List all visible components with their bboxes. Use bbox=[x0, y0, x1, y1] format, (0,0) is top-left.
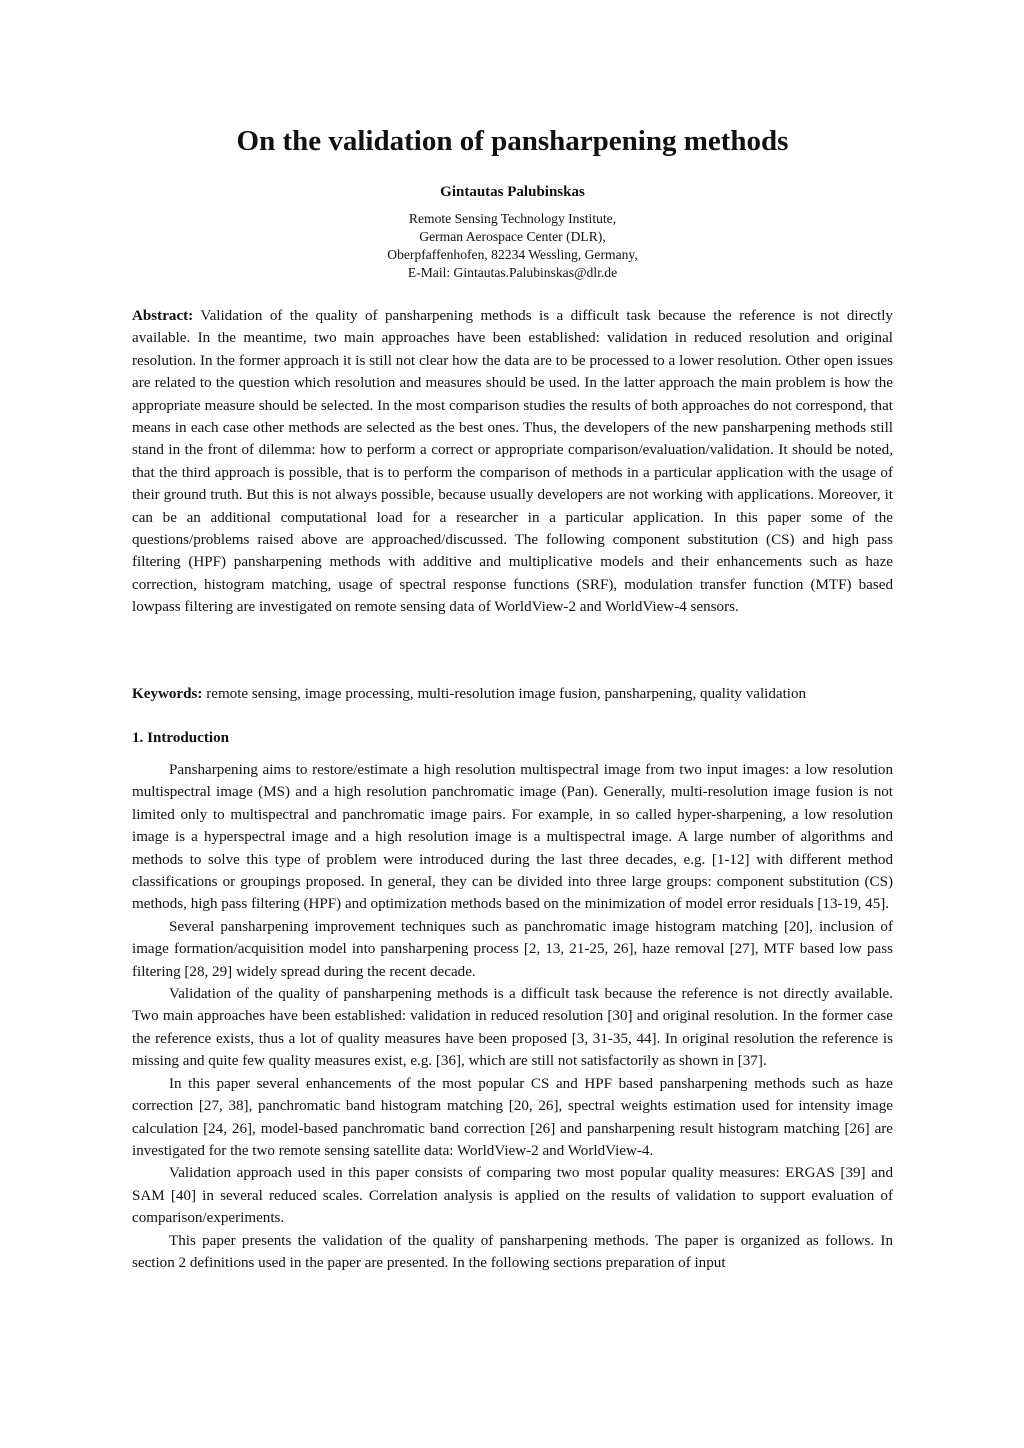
keywords bbox=[132, 683, 893, 705]
affiliation-line: Remote Sensing Technology Institute, bbox=[408, 211, 617, 226]
body-paragraph: Pansharpening aims to restore/estimate a high resolution multispectral image from two input images: a low resolution multispectral image (MS) and a high resolution panchromatic image (Pan). Generally, multi-resolution image fusion is not limited only to multispectral and panchromatic image pairs. For example, in so called hyper-sharpening, a low resolution image is a hyperspectral image and a high resolution image is a multispectral image. A large number of algorithms and methods to solve this type of problem were introduced during the last three decades, e.g. [1-12] with different method classifications or groupings proposed. In general, they can be divided into three large groups: component substitution (CS) methods, high pass filtering (HPF) and optimization methods based on the minimization of model error residuals [13-19, 45]. bbox=[132, 762, 893, 913]
affiliation-line: Oberpfaffenhofen, 82234 Wessling, Germany, bbox=[387, 247, 638, 262]
body-paragraph: In this paper several enhancements of the most popular CS and HPF based pansharpening methods such as haze correction [27, 38], panchromatic band histogram matching [20, 26], spectral weights estimation used for intensity image calculation [24, 26], model-based panchromatic band correction [26] and pansharpening result histogram matching [26] are investigated for the two remote sensing satellite data: WorldView-2 and WorldView-4. bbox=[132, 1075, 893, 1159]
body-paragraph: Validation approach used in this paper consists of comparing two most popular quality measures: ERGAS [39] and SAM [40] in several reduced scales. Correlation analysis is applied on the results of validation to support evaluation of comparison/experiments. bbox=[132, 1165, 893, 1227]
affiliation-line: German Aerospace Center (DLR), bbox=[419, 229, 606, 244]
body-paragraph: Several pansharpening improvement techniques such as panchromatic image histogram matching [20], inclusion of image formation/acquisition model into pansharpening process [2, 13, 21-25, 26], haze removal [27], MTF based low pass filtering [28, 29] widely spread during the recent decade. bbox=[132, 918, 893, 980]
author-name: Gintautas Palubinskas bbox=[440, 184, 585, 200]
author-email: E-Mail: Gintautas.Palubinskas@dlr.de bbox=[407, 265, 618, 280]
introduction-body bbox=[132, 759, 893, 1274]
keywords-label: Keywords: bbox=[132, 686, 203, 702]
body-paragraph: Validation of the quality of pansharpening methods is a difficult task because the reference is not directly available. Two main approaches have been established: validation in reduced resolution [30] and original resolution. In the former case the reference exists, thus a lot of quality measures have been proposed [3, 31-35, 44]. In original resolution the reference is missing and quite few quality measures exist, e.g. [36], which are still not satisfactorily as shown in [37]. bbox=[132, 986, 893, 1070]
author-affiliation bbox=[132, 210, 893, 282]
abstract-text: Validation of the quality of pansharpening methods is a difficult task because the reference is not directly available. In the meantime, two main approaches have been established: validation in reduced resolution and original resolution. In the former approach it is still not clear how the data are to be processed to a lower resolution. Other open issues are related to the question which resolution and measures should be used. In the latter approach the main problem is how the appropriate measure should be selected. In the most comparison studies the results of both approaches do not correspond, that means in each case other methods are selected as the best ones. Thus, the developers of the new pansharpening methods still stand in the front of dilemma: how to perform a correct or appropriate comparison/evaluation/validation. It should be noted, that the third approach is possible, that is to perform the comparison of methods in a particular application with the usage of their ground truth. But this is not always possible, because usually developers are not working with applications. Moreover, it can be an additional computational load for a researcher in a particular application. In this paper some of the questions/problems raised above are approached/discussed. The following component substitution (CS) and high pass filtering (HPF) pansharpening methods with additive and multiplicative models and their enhancements such as haze correction, histogram matching, usage of spectral response functions (SRF), modulation transfer function (MTF) based lowpass filtering are investigated on remote sensing data of WorldView-2 and WorldView-4 sensors. bbox=[132, 308, 893, 616]
section-heading-introduction: 1. Introduction bbox=[132, 730, 230, 746]
body-paragraph: This paper presents the validation of the quality of pansharpening methods. The paper is organized as follows. In section 2 definitions used in the paper are presented. In the following sections preparation of input bbox=[132, 1232, 893, 1271]
paper-title: On the validation of pansharpening methods bbox=[236, 125, 789, 157]
abstract-label: Abstract: bbox=[132, 308, 194, 324]
abstract bbox=[132, 305, 893, 619]
keywords-text: remote sensing, image processing, multi-resolution image fusion, pansharpening, quality validation bbox=[206, 686, 807, 702]
